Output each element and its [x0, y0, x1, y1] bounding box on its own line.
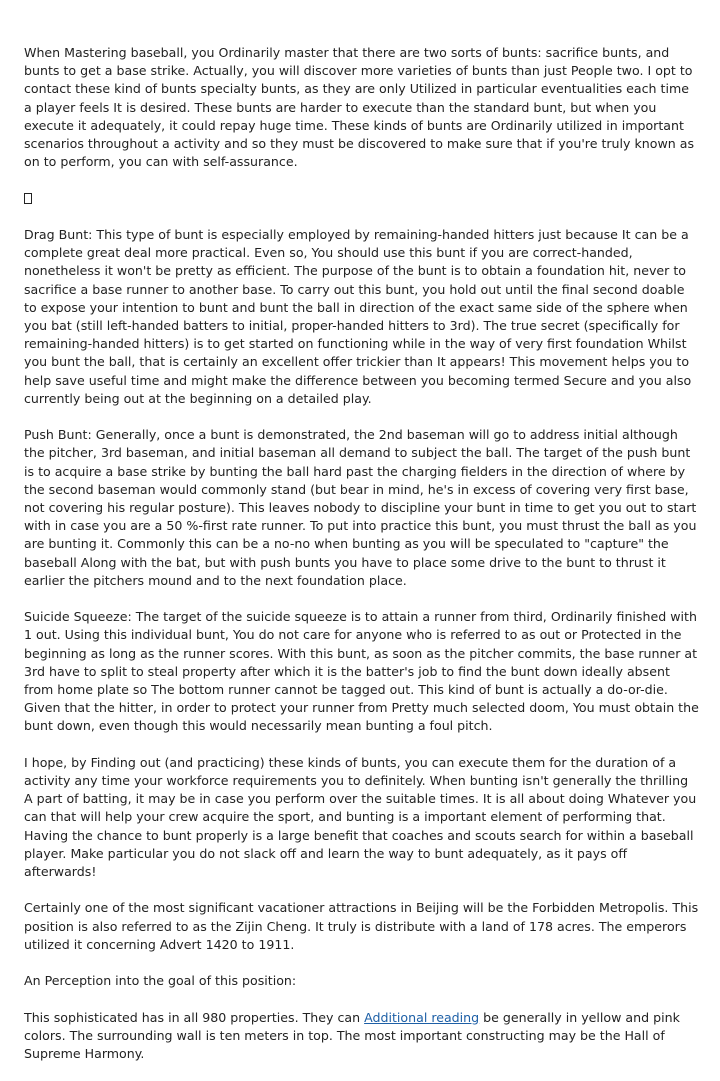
push-bunt-paragraph: Push Bunt: Generally, once a bunt is demonstrated, the 2nd baseman will go to address initial although the pitcher, 3rd baseman, and initial baseman all demand to subject the ball. The target of the push bunt is to acquire a base strike by bunting the ball hard past the charging fielders in the direction of where by the second baseman would commonly stand (but bear in mind, he's in excess of covering very first base, not covering his regular posture). This leaves nobody to discipline your bunt in time to get you out to start with in case you are a 50 %-first rate runner. To put into practice this bunt, you must thrust the ball as you are bunting it. Commonly this can be a no-no when bunting as you will be speculated to "capture" the baseball Along with the bat, but with push bunts you have to place some drive to the bunt to thrust it earlier the pitchers mound and to the next foundation place.: [24, 427, 697, 588]
complex-text-before: This sophisticated has in all 980 properties. They can: [24, 1009, 365, 1025]
insight-paragraph: An Perception into the goal of this position:: [24, 973, 297, 989]
drag-bunt-paragraph: Drag Bunt: This type of bunt is especially employed by remaining-handed hitters just because It can be a complete great deal more practical. Even so, You should use this bunt if you are correct-handed, nonetheless it won't be pretty as efficient. The purpose of the bunt is to obtain a foundation hit, never to sacrifice a base runner to another base. To carry out this bunt, you hold out until the final second doable to expose your intention to bunt and bunt the ball in direction of the exact same side of the sphere when you bat (still left-handed batters to initial, proper-handed hitters to 3rd). The true secret (specifically for remaining-handed hitters) is to get started on functioning while in the way of very first foundation Whilst you bunt the ball, that is certainly an excellent offer trickier than It appears! This movement helps you to help save useful time and might make the difference between you becoming termed Secure and you also currently being out at the beginning on a detailed play.: [24, 227, 692, 406]
complex-text-after: be generally in yellow and pink colors. The surrounding wall is ten meters in top. The most important constructing may be the Hall of Supreme Harmony.: [24, 1009, 680, 1062]
beijing-paragraph: Certainly one of the most significant vacationer attractions in Beijing will be the Forbidden Metropolis. This position is also referred to as the Zijin Cheng. It truly is distribute with a land of 178 acres. The emperors utilized it concerning Advert 1420 to 1911.: [24, 900, 699, 952]
missing-glyph-icon: [24, 193, 32, 204]
suicide-squeeze-paragraph: Suicide Squeeze: The target of the suicide squeeze is to attain a runner from third, Ordinarily finished with 1 out. Using this individual bunt, You do not care for anyone who is referred to as out or Protected in the beginning as long as the runner scores. With this bunt, as soon as the pitcher commits, the base runner at 3rd have to split to steal property after which it is the batter's job to find the bunt down ideally absent from home plate so The bottom runner cannot be tagged out. This kind of bunt is actually a do-or-die. Given that the hitter, in order to protect your runner from Pretty much selected doom, You must obtain the bunt down, even though this would necessarily mean bunting a foul pitch.: [24, 609, 699, 734]
article-body: [24, 44, 700, 1081]
conclusion-paragraph: I hope, by Finding out (and practicing) these kinds of bunts, you can execute them for the duration of a activity any time your workforce requirements you to definitely. When bunting isn't generally the thrilling A part of batting, it may be in case you perform over the suitable times. It is all about doing Whatever you can that will help your crew acquire the sport, and bunting is a important element of performing that. Having the chance to bunt properly is a large benefit that coaches and scouts search for within a baseball player. Make particular you do not slack off and learn the way to bunt adequately, as it pays off afterwards!: [24, 754, 697, 880]
additional-reading-link[interactable]: Additional reading: [364, 1009, 480, 1025]
intro-paragraph: When Mastering baseball, you Ordinarily master that there are two sorts of bunts: sacrifice bunts, and bunts to get a base strike. Actually, you will discover more varieties of bunts than just People two. I opt to contact these kind of bunts specialty bunts, as they are only Utilized in particular eventualities each time a player feels It is desired. These bunts are harder to execute than the standard bunt, but when you execute it adequately, it could repay huge time. These kinds of bunts are Ordinarily utilized in important scenarios throughout a activity and so they must be discovered to make sure that if you're truly known as on to perform, you can with self-assurance.: [24, 45, 695, 170]
broken-image-placeholder: [24, 190, 700, 208]
complex-paragraph: [24, 1009, 700, 1064]
